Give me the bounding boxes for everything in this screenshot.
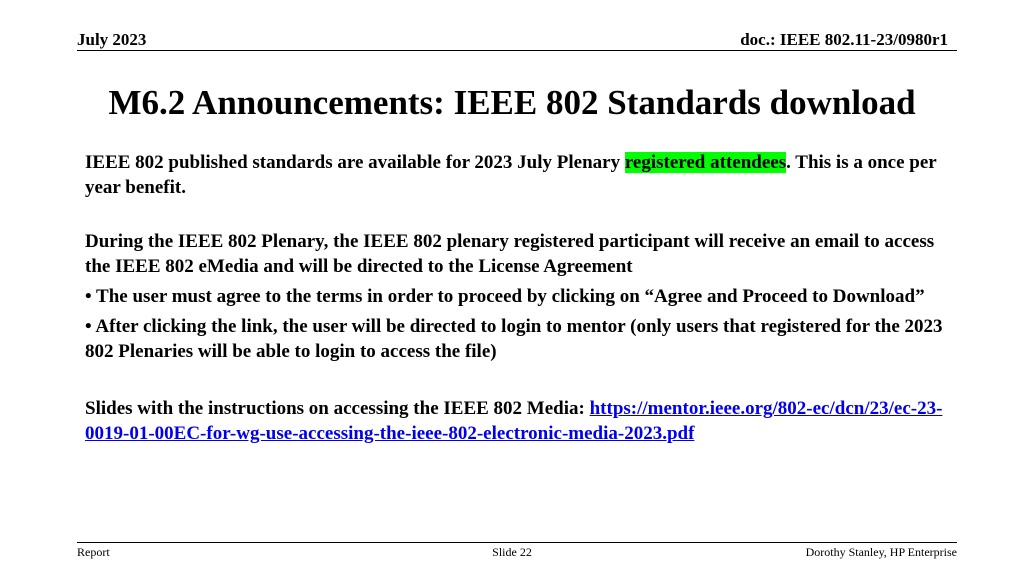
header-divider <box>77 50 957 51</box>
paragraph-text: . This is a once per year benefit. <box>85 152 937 198</box>
header-date: July 2023 <box>77 30 147 49</box>
footer-author: Dorothy Stanley, HP Enterprise <box>805 545 957 559</box>
bullet-agree-terms: • The user must agree to the terms in order to proceed by clicking on “Agree and Proceed to Download” <box>85 286 925 307</box>
paragraph-text: IEEE 802 published standards are available for 2023 July Plenary <box>85 152 625 173</box>
header-doc-id: doc.: IEEE 802.11-23/0980r1 <box>740 30 948 49</box>
footer-divider <box>77 542 957 543</box>
bullet-login-mentor: • After clicking the link, the user will be directed to login to mentor (only users that registered for the 2023 802 Plenaries will be able to login to access the file) <box>85 316 943 362</box>
paragraph-text: Slides with the instructions on accessing the IEEE 802 Media: <box>85 398 590 419</box>
paragraph-instructions <box>85 396 955 446</box>
paragraph-standards-availability <box>85 150 955 200</box>
slide-body <box>85 150 955 446</box>
footer-slide-number: Slide 22 <box>492 545 532 559</box>
highlighted-text: registered attendees <box>624 152 787 173</box>
instructions-link[interactable]: https://mentor.ieee.org/802-ec/dcn/23/ec-23-0019-01-00EC-for-wg-use-accessing-the-ieee-802-electronic-media-2023.pdf <box>85 398 943 444</box>
footer-left: Report <box>77 545 110 559</box>
paragraph-plenary-access: During the IEEE 802 Plenary, the IEEE 802 plenary registered participant will receive an email to access the IEEE 802 eMedia and will be directed to the License Agreement <box>85 231 935 277</box>
slide-title: M6.2 Announcements: IEEE 802 Standards download <box>108 83 916 122</box>
